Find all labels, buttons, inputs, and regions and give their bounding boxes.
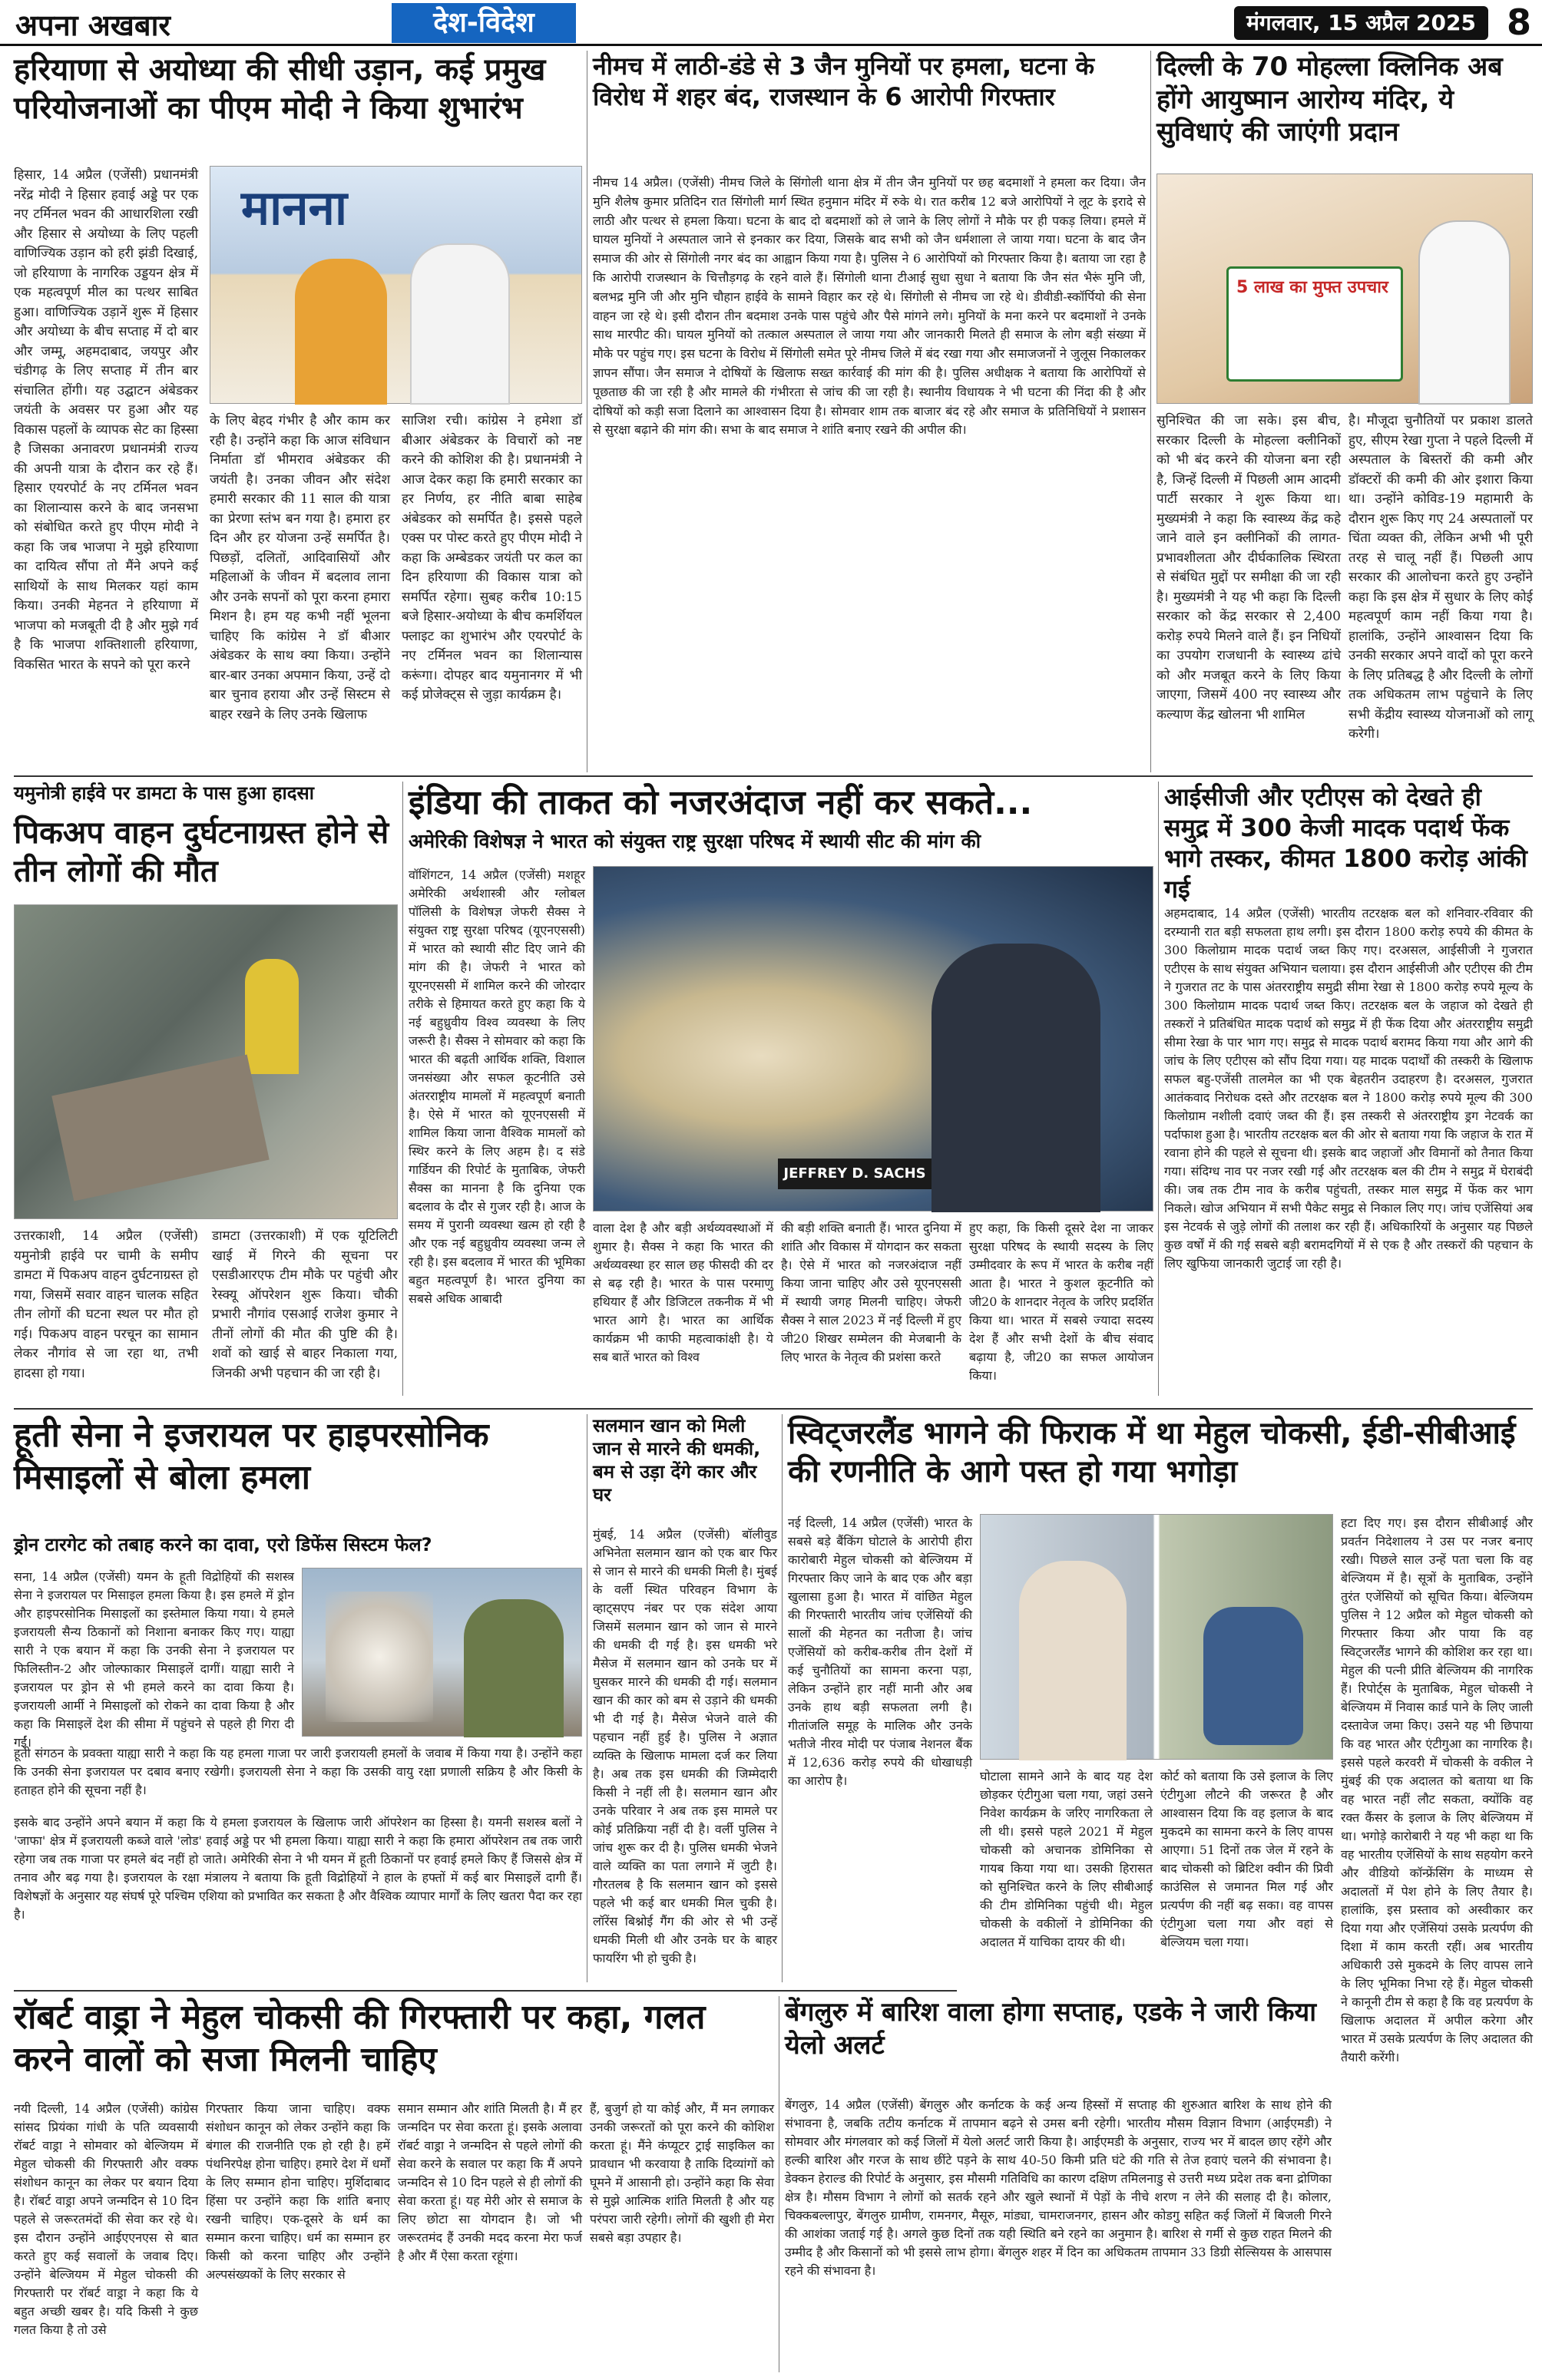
story-accident	[14, 782, 398, 1403]
story-bengaluru-rain	[785, 1996, 1332, 2372]
newspaper-brand: अपना अखबार	[15, 8, 170, 42]
story-headline: सलमान खान को मिली जान से मारने की धमकी, बम से उड़ा देंगे कार और घर	[593, 1415, 761, 1506]
story-headline: इंडिया की ताकत को नजरअंदाज नहीं कर सकते...	[409, 783, 1033, 822]
story-text-col2: सुनिश्चित की जा सके। इस बीच, सरकार दिल्ली के मोहल्ला क्लीनिकों को भी बंद करने की योजना बना रही है, जिन्हें दिल्ली में पिछली आम आदमी पार्टी सरकार ने शुरू किया था। मुख्यमंत्री ने कहा कि स्वास्थ्य केंद्र कहे जाने वाले इन क्लीनिकों की लागत-प्रभावशीलता और दीर्घकालिक स्थिरता से संबंधित मुद्दों पर समीक्षा की जा रही है। मुख्यमंत्री ने यह भी कहा कि दिल्ली सरकार को केंद्र सरकार से 2,400 करोड़ रुपये मिलने वाले हैं। इन निधियों का उपयोग राजधानी के स्वास्थ्य ढांचे को और मजबूत करने के लिए किया जाएगा, जिसमें 400 नए स्वास्थ्य और कल्याण केंद्र खोलना भी शामिल	[1156, 413, 1341, 722]
story-headline: पिकअप वाहन दुर्घटनाग्रस्त होने से तीन लोगों की मौत	[14, 815, 389, 889]
column-rule	[1150, 51, 1151, 772]
story-haryana	[14, 51, 582, 780]
story-text-col1: उत्तरकाशी, 14 अप्रैल (एजेंसी) यमुनोत्री हाईवे पर चामी के समीप डामटा में पिकअप वाहन दुर्घटनाग्रस्त हो गया, जिसमें सवार वाहन चालक सहित तीन लोगों की घटना स्थल पर मौत हो गई। पिकअप वाहन परचून का सामान लेकर नौगांव से जा रहा था, तभी हादसा हो गया।	[14, 1228, 198, 1381]
person-portrait	[1019, 1561, 1127, 1760]
story-text-col2: घोटाला सामने आने के बाद यह देश छोड़कर एंटीगुआ चला गया, जहां उसने निवेश कार्यक्रम के जरिए नागरिकता ले ली थी। इससे पहले 2021 में मेहुल चोकसी को अचानक डोमिनिका से गायब किया गया था। उसकी हिरासत को सुनिश्चित करने के लिए सीबीआई की टीम डोमिनिका पहुंची थी। मेहुल चोकसी के वकीलों ने डोमिनिका की अदालत में याचिका दायर की थी।	[980, 1769, 1153, 1949]
story-text-col1: हिसार, 14 अप्रैल (एजेंसी) प्रधानमंत्री नरेंद्र मोदी ने हिसार हवाई अड्डे पर एक नए टर्मिनल भवन की आधारशिला रखी और हिसार से अयोध्या के लिए पहली वाणिज्यिक उड़ान को हरी झंडी दिखाई, जो हरियाणा के नागरिक उड्डयन क्षेत्र में एक महत्वपूर्ण मील का पत्थर साबित हुआ। वाणिज्यिक उड़ानें शुरू में हिसार और अयोध्या के बीच सप्ताह में दो बार और जम्मू, अहमदाबाद, जयपुर और चंडीगढ़ के लिए सप्ताह में तीन बार संचालित होंगी। यह उद्घाटन अंबेडकर जयंती के अवसर पर हुआ और यह विकास पहलों के व्यापक सेट का हिस्सा है जिसका अनावरण प्रधानमंत्री राज्य की अपनी यात्रा के दौरान कर रहे हैं। हिसार एयरपोर्ट के नए टर्मिनल भवन का शिलान्यास करने के बाद जनसभा को संबोधित करते हुए पीएम मोदी ने कहा कि जब भाजपा ने मुझे हरियाणा का दायित्व सौंपा तो मैंने अपने कई साथियों के साथ मिलकर यहां काम किया। उनकी मेहनत ने हरियाणा में भाजपा को मजबूती दी है और मुझे गर्व है कि भाजपा शक्तिशाली हरियाणा, विकसित भारत के सपने को पूरा करने	[14, 167, 198, 673]
story-photo	[302, 1568, 582, 1737]
story-subhead: ड्रोन टारगेट को तबाह करने का दावा, एरो डिफेंस सिस्टम फेल?	[14, 1534, 432, 1555]
health-card-title: 5 लाख का मुफ्त उपचार	[1236, 278, 1388, 297]
story-photo	[210, 166, 582, 404]
story-text-col4: हुए कहा, कि किसी दूसरे देश ना जाकर सुरक्षा परिषद के स्थायी सदस्य के लिए उम्मीदवार के रूप में भारत के करीब नहीं आता है। भारत ने कुशल कूटनीति को जी20 के शानदार नेतृत्व के जरिए प्रदर्शित किया था। भारत में सबसे ज्यादा सदस्य देश हैं और सभी देशों के बीच संवाद बढ़ाया है, जी20 का सफल आयोजन किया।	[969, 1221, 1153, 1383]
story-text-col4: हैं, बुजुर्ग हो या कोई और, मैं मन लगाकर उनकी जरूरतों को पूरा करने की कोशिश करता हूं। मैंने कंप्यूटर ट्राई साइकिल का प्रावधान भी करवाया है ताकि दिव्यांगों को घूमने में आसानी हो। उन्होंने कहा कि सेवा से मुझे आत्मिक शांति मिलती है और यह परंपरा जारी रहेगी। लोगों की खुशी ही मेरा सबसे बड़ा उपहार है।	[590, 2101, 774, 2245]
story-text-col3: कोर्ट को बताया कि उसे इलाज के लिए एंटीगुआ लौटने की जरूरत है और आश्वासन दिया कि वह इलाज के बाद मुकदमे का सामना करने के लिए वापस आएगा। 51 दिनों तक जेल में रहने के बाद चोकसी को ब्रिटिश क्वीन की प्रिवी काउंसिल से जमानत मिल गई और प्रत्यर्पण की नहीं बढ़ सका। वह वापस एंटीगुआ चला गया और वहां से बेल्जियम चला गया।	[1160, 1769, 1333, 1949]
story-text: मुंबई, 14 अप्रैल (एजेंसी) बॉलीवुड अभिनेता सलमान खान को एक बार फिर से जान से मारने की धमकी मिली है। मुंबई के वर्ली स्थित परिवहन विभाग के व्हाट्सएप नंबर पर एक संदेश आया जिसमें सलमान खान को जान से मारने की धमकी दी गई है। इस धमकी भरे मैसेज में सलमान खान को उनके घर में घुसकर मारने की धमकी दी गई। सलमान खान की कार को बम से उड़ाने की धमकी भी दी गई है। मैसेज भेजने वाले की पहचान नहीं हुई है। पुलिस ने अज्ञात व्यक्ति के खिलाफ मामला दर्ज कर लिया है। अब तक इस धमकी की जिम्मेदारी किसी ने नहीं ली है। सलमान खान और उनके परिवार ने अब तक इस मामले पर कोई प्रतिक्रिया नहीं दी है। वर्ली पुलिस ने जांच शुरू कर दी है। पुलिस धमकी भेजने वाले व्यक्ति का पता लगाने में जुटी है। गौरतलब है कि सलमान खान को इससे पहले भी कई बार धमकी मिल चुकी है। लॉरेंस बिश्नोई गैंग की ओर से भी उन्हें धमकी मिली थी और उनके घर के बाहर फायरिंग भी हो चुकी है।	[593, 1527, 777, 1965]
story-text-col2: हूती संगठन के प्रवक्ता याह्या सारी ने कहा कि यह हमला गाजा पर जारी इजरायली हमलों के जवाब में किया गया है। उन्होंने कहा कि उनकी सेना इजरायल पर दबाव बनाए रखेगी। इजरायली सेना ने कहा कि उसकी वायु रक्षा प्रणाली सक्रिय है और किसी के हताहत होने की सूचना नहीं है।	[14, 1746, 582, 1797]
story-text-col1: नयी दिल्ली, 14 अप्रैल (एजेंसी) कांग्रेस सांसद प्रियंका गांधी के पति व्यवसायी रॉबर्ट वाड्रा ने सोमवार को बेल्जियम में मेहुल चोकसी की गिरफ्तारी और वक्फ संशोधन कानून का लेकर पर बयान दिया है। रॉबर्ट वाड्रा अपने जन्मदिन से 10 दिन पहले से जरूरतमंदों की सेवा कर रहे थे। इस दौरान उन्होंने आईएएनएस से बात करते हुए कई सवालों के जवाब दिए। उन्होंने बेल्जियम में मेहुल चोकसी की गिरफ्तारी पर रॉबर्ट वाड्रा ने कहा कि ये बहुत अच्छी खबर है। यदि किसी ने कुछ गलत किया है तो उसे	[14, 2101, 198, 2337]
story-headline: आईसीजी और एटीएस को देखते ही समुद्र में 300 केजी मादक पदार्थ फेंक भागे तस्कर, कीमत 1800 करोड़ आंकी गई	[1164, 782, 1527, 904]
person-figure-right	[410, 243, 510, 405]
story-houthi	[14, 1414, 582, 1986]
masthead	[0, 0, 1542, 46]
story-headline: रॉबर्ट वाड्रा ने मेहुल चोकसी की गिरफ्तारी पर कहा, गलत करने वालों को सजा मिलनी चाहिए	[14, 1998, 706, 2079]
story-unsc	[409, 782, 1153, 1403]
missile-plume	[326, 1592, 433, 1722]
story-photo	[1156, 174, 1533, 404]
story-text-wide: इसके बाद उन्होंने अपने बयान में कहा कि ये हमला इजरायल के खिलाफ जारी ऑपरेशन का हिस्सा है। यमनी सशस्त्र बलों ने 'जाफा' क्षेत्र में इजरायली कब्जे वाले 'लोड' हवाई अड्डे पर भी हमला किया। याह्या सारी ने कहा कि हमारा ऑपरेशन तब तक जारी रहेगा जब तक गाजा पर हमले बंद नहीं हो जाते। अमेरिकी सेना ने भी यमन में हूती ठिकानों पर हवाई हमले किए हैं जिससे क्षेत्र में तनाव और बढ़ गया है। इजरायल के रक्षा मंत्रालय ने बताया कि हूती विद्रोहियों ने हाल के हफ्तों में कई बार मिसाइलें दागी हैं। विशेषज्ञों के अनुसार यह संघर्ष पूरे पश्चिम एशिया को प्रभावित कर सकता है और वैश्विक व्यापार मार्गों के लिए खतरा पैदा कर रहा है।	[14, 1815, 582, 1922]
story-text-col2: के लिए बेहद गंभीर है और काम कर रही है। उन्होंने कहा कि आज संविधान निर्माता डॉ भीमराव अंबेडकर की जयंती है। उनका जीवन और संदेश हमारी सरकार की 11 साल की यात्रा का प्रेरणा स्तंभ बन गया है। हमारा हर दिन और हर योजना उन्हें समर्पित है। पिछड़ों, दलितों, आदिवासियों और महिलाओं के जीवन में बदलाव लाना और उनके सपनों को पूरा करना हमारा मिशन है। हम यह कभी नहीं भूलना चाहिए कि कांग्रेस ने डॉ बीआर अंबेडकर के साथ क्या किया। उन्होंने बार-बार उनका अपमान किया, उन्हें दो बार चुनाव हराया और उन्हें सिस्टम से बाहर रखने के लिए उनके खिलाफ	[210, 413, 390, 722]
story-headline: दिल्ली के 70 मोहल्ला क्लिनिक अब होंगे आयुष्मान आरोग्य मंदिर, ये सुविधाएं की जाएंगी प्रदान	[1156, 51, 1503, 147]
story-text: नीमच 14 अप्रैल। (एजेंसी) नीमच जिले के सिंगोली थाना क्षेत्र में तीन जैन मुनियों पर छह बदमाशों ने हमला कर दिया। जैन मुनि शैलेष कुमार प्रतिदिन रात सिंगोली मार्ग स्थित हनुमान मंदिर में रुके थे। रात करीब 12 बजे आरोपियों ने लूट के इरादे से लाठी और पत्थर से हमला किया। घटना के बाद दो बदमाशों को ले जाने के लिए लोगों ने मौके पर ही पकड़ लिया। हमले में घायल मुनियों ने अस्पताल जाने से इनकार कर दिया, जिसके बाद सभी को जैन धर्मशाला ले जाया गया। घटना के बाद जैन समाज की ओर से सिंगोली नगर बंद का आह्वान किया गया है। पुलिस ने 6 आरोपियों को गिरफ्तार किया है। बताया जा रहा है कि आरोपी राजस्थान के चित्तौड़गढ़ के रहने वाले हैं। सिंगोली थाना टीआई सुधा सुधा ने बताया कि जैन संत भैरूं मुनि जी, बलभद्र मुनि जी और मुनि चौहान हाईवे के सामने विहार कर रहे थे। सिंगोली से नीमच जा रहे थे। डीवीडी-स्कॉर्पियो की सेना वाहन जा रहे थे। इसी दौरान तीन बदमाश उनके पास पहुंचे और पैसे मांगने लगे। मुनियों के मना करने पर बदमाशों ने उनके साथ मारपीट की। घायल मुनियों को तत्काल अस्पताल ले जाया गया और जानकारी मिलते ही समाज के लोग बड़ी संख्या में मौके पर पहुंच गए। इस घटना के विरोध में सिंगोली समेत पूरे नीमच जिले में बंद रखा गया और समाजजनों ने जुलूस निकालकर ज्ञापन सौंपा। जैन समाज ने दोषियों के खिलाफ सख्त कार्रवाई की मांग की है। पुलिस अधीक्षक ने बताया कि आरोपियों से पूछताछ की जा रही है और मामले की गंभीरता से जांच की जा रही है। स्थानीय विधायक ने भी घटना की निंदा की है और दोषियों को कड़ी सजा दिलाने का आश्वासन दिया है। सोमवार शाम तक बाजार बंद रहे और समाज के प्रतिनिधियों ने प्रशासन से सुरक्षा बढ़ाने की मांग की। सभा के बाद समाज ने शांति बनाए रखने की अपील की।	[593, 175, 1146, 438]
speaker-figure	[931, 944, 1100, 1212]
section-label: देश-विदेश	[392, 3, 576, 43]
story-neemuch	[593, 51, 1146, 772]
speaker-nameplate: JEFFREY D. SACHS	[778, 1159, 931, 1189]
story-text-col3: की बड़ी शक्ति बनाती हैं। भारत दुनिया में शांति और विकास में योगदान कर सकता है। ऐसे में भारत को नजरअंदाज नहीं किया जाना चाहिए और उसे यूएनएससी में स्थायी जगह मिलनी चाहिए। जेफरी सैक्स ने साल 2023 में नई दिल्ली में हुए जी20 शिखर सम्मेलन की मेजबानी के लिए भारत के नेतृत्व की प्रशंसा करते	[781, 1221, 961, 1364]
person-figure-left	[295, 259, 387, 405]
wheelchair-figure	[1203, 1607, 1303, 1745]
edition-date: मंगलवार, 15 अप्रैल 2025	[1234, 6, 1488, 40]
column-rule	[1158, 782, 1159, 1396]
story-headline: बेंगलुरु में बारिश वाला होगा सप्ताह, एडके ने जारी किया येलो अलर्ट	[785, 1997, 1317, 2061]
story-text-col2: वाला देश है और बड़ी अर्थव्यवस्थाओं में शुमार है। सैक्स ने कहा कि भारत की अर्थव्यवस्था हर साल छह फीसदी की दर से बढ़ रही है। भारत के पास परमाणु हथियार हैं और डिजिटल तकनीक में भी भारत आगे है। भारत का आर्थिक कार्यक्रम भी काफी महत्वाकांक्षी है। ये सब बातें भारत को विश्व	[593, 1221, 773, 1364]
story-text-col4-flow: हटा दिए गए। इस दौरान सीबीआई और प्रवर्तन निदेशालय ने उस पर नजर बनाए रखी। पिछले साल उन्हें पता चला कि वह बेल्जियम में है। सूत्रों के मुताबिक, उन्होंने तुरंत एजेंसियों को सूचित किया। बेल्जियम पुलिस ने 12 अप्रैल को मेहुल चोकसी को गिरफ्तार किया और पाया कि वह स्विट्जरलैंड भागने की कोशिश कर रहा था। मेहुल की पत्नी प्रीति बेल्जियम की नागरिक हैं। रिपोर्ट्स के मुताबिक, मेहुल चोकसी ने बेल्जियम में निवास कार्ड पाने के लिए जाली दस्तावेज जमा किए। उसने यह भी छिपाया कि वह भारत और एंटीगुआ का नागरिक है। इससे पहले करवरी में चोकसी के वकील ने मुंबई की एक अदालत को बताया था कि वह भारत नहीं लौट सकता, क्योंकि वह रक्त कैंसर के इलाज के लिए बेल्जियम में था। भगोड़े कारोबारी ने यह भी कहा था कि वह भारतीय एजेंसियों के साथ सहयोग करने और वीडियो कॉन्फ्रेंसिंग के माध्यम से अदालतों में पेश होने के लिए तैयार है। हालांकि, इस प्रस्ताव को अस्वीकार कर दिया गया और एजेंसियां उसके प्रत्यर्पण की दिशा में काम करती रहीं। अब भारतीय अधिकारी उसे मुकदमे के लिए वापस लाने के लिए भूमिका निभा रहे हैं। मेहुल चोकसी ने कानूनी टीम से कहा है कि वह प्रत्यर्पण के खिलाफ अदालत में अपील करेगा और भारत में उसके प्रत्यर्पण के लिए अदालत की तैयारी करेंगी।	[1341, 1516, 1533, 2064]
story-delhi-clinics	[1156, 51, 1533, 772]
rescue-worker	[245, 959, 299, 1074]
story-photo	[593, 866, 1153, 1211]
section-rule	[14, 1408, 1533, 1410]
story-subhead: अमेरिकी विशेषज्ञ ने भारत को संयुक्त राष्ट्र सुरक्षा परिषद में स्थायी सीट की मांग की	[409, 830, 981, 852]
story-text-col3: समान सम्मान और शांति मिलती है। मैं हर जन्मदिन पर सेवा करता हूं। इसके अलावा रॉबर्ट वाड्रा ने जन्मदिन से पहले लोगों की सेवा करने के सवाल पर कहा कि मैं अपने जन्मदिन से 10 दिन पहले से ही लोगों की सेवा करता हूं। यह मेरी ओर से समाज के लिए छोटा सा योगदान है। जो भी जरूरतमंद हैं उनकी मदद करना मेरा फर्ज है और मैं ऐसा करता रहूंगा।	[398, 2101, 582, 2263]
column-rule	[402, 782, 403, 1396]
story-text-col3: है। मौजूदा चुनौतियों पर प्रकाश डालते हुए, सीएम रेखा गुप्ता ने पहले दिल्ली में अस्पताल के बिस्तरों की कमी और डॉक्टरों की कमी की ओर इशारा किया था। उन्होंने कोविड-19 महामारी के दौरान शुरू किए गए 24 अस्पतालों पर चिंता व्यक्त की, लेकिन अभी भी पूरी तरह से चालू नहीं हैं। पिछली आप सरकार की आलोचना करते हुए उन्होंने कहा कि इस क्षेत्र में सुधार के लिए कोई महत्वपूर्ण काम नहीं किया गया है। हालांकि, उन्होंने आश्वासन दिया कि उनकी सरकार अपने वादों को पूरा करने के लिए प्रतिबद्ध है और दिल्ली के लोगों तक अधिकतम लाभ पहुंचाने के लिए सभी केंद्रीय स्वास्थ्य योजनाओं को लागू करेगी।	[1348, 413, 1533, 742]
wrecked-vehicle	[51, 1055, 269, 1202]
story-text: बेंगलुरु, 14 अप्रैल (एजेंसी) बेंगलुरु और कर्नाटक के कई अन्य हिस्सों में सप्ताह की शुरुआत बारिश के साथ होने की संभावना है, जबकि तटीय कर्नाटक में तापमान बढ़ने से उमस बनी रहेगी। भारतीय मौसम विज्ञान विभाग (आईएमडी) ने सोमवार और मंगलवार को कई जिलों में येलो अलर्ट जारी किया है। आईएमडी के अनुसार, राज्य भर में बादल छाए रहेंगे और हल्की बारिश और गरज के साथ छींटे पड़ने के साथ 40-50 किमी प्रति घंटे की गति से तेज हवाएं चलने की संभावना है। डेक्कन हेराल्ड की रिपोर्ट के अनुसार, इस मौसमी गतिविधि का कारण दक्षिण तमिलनाडु से उत्तरी मध्य प्रदेश तक बना द्रोणिका क्षेत्र है। मौसम विभाग ने लोगों को सतर्क रहने और खुले स्थानों में पेड़ों के नीचे शरण न लेने की सलाह दी है। कोलार, चिक्कबल्लापुर, बेंगलुरु ग्रामीण, रामनगर, मैसूरु, मांड्या, चामराजनगर, हासन और कोडगु सहित कई जिलों में बिजली गिरने की आशंका जताई गई है। अगले कुछ दिनों तक यही स्थिति बने रहने का अनुमान है। बारिश से गर्मी से कुछ राहत मिलने की उम्मीद है और किसानों को भी इससे लाभ होगा। बेंगलुरु शहर में दिन का अधिकतम तापमान 33 डिग्री सेल्सियस के आसपास रहने की संभावना है।	[785, 2097, 1332, 2278]
spokesperson-figure	[464, 1599, 564, 1737]
person-figure	[1418, 220, 1511, 405]
story-headline: नीमच में लाठी-डंडे से 3 जैन मुनियों पर हमला, घटना के विरोध में शहर बंद, राजस्थान के 6 आरोपी गिरफ्तार	[593, 51, 1095, 111]
story-vadra	[14, 1996, 774, 2372]
column-rule	[782, 1414, 783, 1982]
story-icg-drugs	[1164, 782, 1533, 1403]
story-kicker: यमुनोत्री हाईवे पर डामटा के पास हुआ हादसा	[14, 782, 314, 804]
story-headline: हूती सेना ने इजरायल पर हाइपरसोनिक मिसाइलों से बोला हमला	[14, 1416, 489, 1497]
story-headline: हरियाणा से अयोध्या की सीधी उड़ान, कई प्रमुख परियोजनाओं का पीएम मोदी ने किया शुभारंभ	[14, 52, 546, 126]
photo-backdrop-text: मानना	[241, 180, 348, 236]
story-text-col1: वॉशिंगटन, 14 अप्रैल (एजेंसी) मशहूर अमेरिकी अर्थशास्त्री और ग्लोबल पॉलिसी के विशेषज्ञ जेफरी सैक्स ने संयुक्त राष्ट्र सुरक्षा परिषद (यूएनएससी) में भारत को स्थायी सीट दिए जाने की मांग की है। जेफरी ने भारत को यूएनएससी में शामिल करने की जोरदार तरीके से हिमायत करते हुए कहा कि ये नई बहुध्रुवीय विश्व व्यवस्था के लिए जरूरी है। सैक्स ने सोमवार को कहा कि भारत की बढ़ती आर्थिक शक्ति, विशाल जनसंख्या और सफल कूटनीति उसे अंतरराष्ट्रीय मामलों में महत्वपूर्ण बनाती है। ऐसे में भारत को यूएनएससी में शामिल किया जाना वैश्विक मामलों को स्थिर करने के लिए अहम है। द संडे गार्डियन की रिपोर्ट के मुताबिक, जेफरी सैक्स का मानना है कि दुनिया एक बदलाव के दौर से गुजर रही है। आज के समय में पुरानी व्यवस्था खत्म हो रही है और एक नई बहुध्रुवीय व्यवस्था जन्म ले रही है। इस बदलाव में भारत की भूमिका बहुत महत्वपूर्ण है। भारत दुनिया का सबसे अधिक आबादी	[409, 868, 585, 1306]
story-text: अहमदाबाद, 14 अप्रैल (एजेंसी) भारतीय तटरक्षक बल को शनिवार-रविवार की दरम्यानी रात बड़ी सफलता हाथ लगी। इस दौरान 1800 करोड़ रुपये की कीमत के 300 किलोग्राम मादक पदार्थ जब्त किए गए। दरअसल, आईसीजी ने गुजरात एटीएस के साथ संयुक्त अभियान चलाया। इस दौरान आईसीजी और एटीएस की टीम ने गुजरात तट के पास अंतरराष्ट्रीय समुद्री सीमा रेखा से 1800 करोड़ रुपये मूल्य के 300 किलोग्राम मादक पदार्थ जब्त किए। तटरक्षक बल के जहाज को देखते ही तस्करों ने प्रतिबंधित मादक पदार्थ को समुद्र में ही फेंक दिया और अंतरराष्ट्रीय समुद्री सीमा रेखा के पार भाग गए। समुद्र से मादक पदार्थ बरामद किया गया और आगे की जांच के लिए एटीएस को सौंप दिया गया। यह मादक पदार्थों की तस्करी के खिलाफ सफल बहु-एजेंसी तालमेल का भी एक बेहतरीन उदाहरण है। दरअसल, गुजरात आतंकवाद निरोधक दस्ते और तटरक्षक बल ने 1800 करोड़ रुपये मूल्य की 300 किलोग्राम नशीली दवाएं जब्त की हैं। इस तस्करी से अंतरराष्ट्रीय ड्रग नेटवर्क का पर्दाफाश हुआ है। भारतीय तटरक्षक बल की ओर से बताया गया कि जहाज के रात में रवाना होने की पहले से सूचना थी। इसके बाद जहाजों और विमानों को तैनात किया गया। संदिग्ध नाव पर नजर रखी गई और तटरक्षक बल की टीम ने समुद्र में घेराबंदी की। जब तक टीम नाव के करीब पहुंचती, तस्कर माल समुद्र में फेंक कर भाग निकले। खोज अभियान में सभी पैकेट समुद्र से निकाल लिए गए। जांच एजेंसियां अब इस नेटवर्क से जुड़े लोगों की तलाश कर रही हैं। अधिकारियों के अनुसार यह पिछले कुछ वर्षों में की गई सबसे बड़ी बरामदगियों में से एक है और तस्करों की पहचान के लिए खुफिया जानकारी जुटाई जा रही है।	[1164, 906, 1533, 1271]
story-text-col2: डामटा (उत्तरकाशी) में एक यूटिलिटी खाई में गिरने की सूचना पर एसडीआरएफ टीम मौके पर पहुंची और रेस्क्यू ऑपरेशन शुरू किया। चौकी प्रभारी नौगांव एसआई राजेश कुमार ने तीनों लोगों की मौत की पुष्टि की है। शवों को खाई से बाहर निकाला गया, जिनकी अभी पहचान की जा रही है।	[212, 1228, 398, 1381]
story-text-col1: सना, 14 अप्रैल (एजेंसी) यमन के हूती विद्रोहियों की सशस्त्र सेना ने इजरायल पर मिसाइल हमला किया है। इस हमले में ड्रोन और हाइपरसोनिक मिसाइलों का इस्तेमाल किया गया। ये हमले इजरायली सैन्य ठिकानों को निशाना बनाकर किए गए। याह्या सारी ने एक बयान में कहा कि उनकी सेना ने इजरायल पर फिलिस्तीन-2 और जोल्फाकार मिसाइलें दागीं। याह्या सारी ने इजरायल पर ड्रोन से भी हमले करने का दावा किया है। इजरायली आर्मी ने मिसाइलों को रोकने का दावा किया है और कहा कि मिसाइलें देश की सीमा में पहुंचने से पहले ही गिरा दी गईं।	[14, 1569, 294, 1750]
story-photo	[14, 904, 398, 1219]
story-text-col1: नई दिल्ली, 14 अप्रैल (एजेंसी) भारत के सबसे बड़े बैंकिंग घोटाले के आरोपी हीरा कारोबारी मेहुल चोकसी को बेल्जियम में गिरफ्तार किए जाने के बाद एक और बड़ा खुलासा हुआ है। भारत में वांछित मेहुल की गिरफ्तारी भारतीय जांच एजेंसियों की सालों की मेहनत का नतीजा है। जांच एजेंसियों को करीब-करीब तीन देशों में कई चुनौतियों का सामना करना पड़ा, लेकिन उन्होंने हार नहीं मानी और अब उनके हाथ बड़ी सफलता लगी है। गीतांजलि समूह के मालिक और उनके भतीजे नीरव मोदी पर पंजाब नेशनल बैंक में 12,636 करोड़ रुपये की धोखाधड़ी का आरोप है।	[788, 1516, 972, 1788]
section-rule	[14, 1990, 957, 1992]
story-photo	[980, 1514, 1333, 1760]
page-number: 8	[1506, 2, 1531, 43]
health-card	[1226, 266, 1403, 382]
story-salman	[593, 1414, 777, 1986]
section-rule	[14, 775, 1533, 777]
story-headline: स्विट्जरलैंड भागने की फिराक में था मेहुल चोकसी, ईडी-सीबीआई की रणनीति के आगे पस्त हो गया भगोड़ा	[788, 1416, 1516, 1489]
story-text-col3: साजिश रची। कांग्रेस ने हमेशा डॉ बीआर अंबेडकर के विचारों को नष्ट करने की कोशिश की है। प्रधानमंत्री ने आज देकर कहा कि हमारी सरकार का हर निर्णय, हर नीति बाबा साहेब अंबेडकर को समर्पित है। इससे पहले एक्स पर पोस्ट करते हुए पीएम मोदी ने कहा कि अम्बेडकर जयंती पर कल का दिन हरियाणा की विकास यात्रा को समर्पित रहेगा। सुबह करीब 10:15 बजे हिसार-अयोध्या के बीच कमर्शियल फ्लाइट का शुभारंभ और एयरपोर्ट के नए टर्मिनल भवन का शिलान्यास करूंगा। दोपहर बाद यमुनानगर में भी कई प्रोजेक्ट्स से जुड़ा कार्यक्रम है।	[402, 413, 582, 702]
story-text-col2: गिरफ्तार किया जाना चाहिए। वक्फ संशोधन कानून को लेकर उन्होंने कहा कि बंगाल की राजनीति एक हो रही है। हमें पंथनिरपेक्ष होना चाहिए। हमारे देश में धर्मों के लिए सम्मान होना चाहिए। मुर्शिदाबाद हिंसा पर उन्होंने कहा कि शांति बनाए रखनी चाहिए। एक-दूसरे के धर्म का सम्मान करना चाहिए। धर्म का सम्मान हर किसी को करना चाहिए और उन्होंने अल्पसंख्यकों के लिए सरकार से	[206, 2101, 390, 2282]
